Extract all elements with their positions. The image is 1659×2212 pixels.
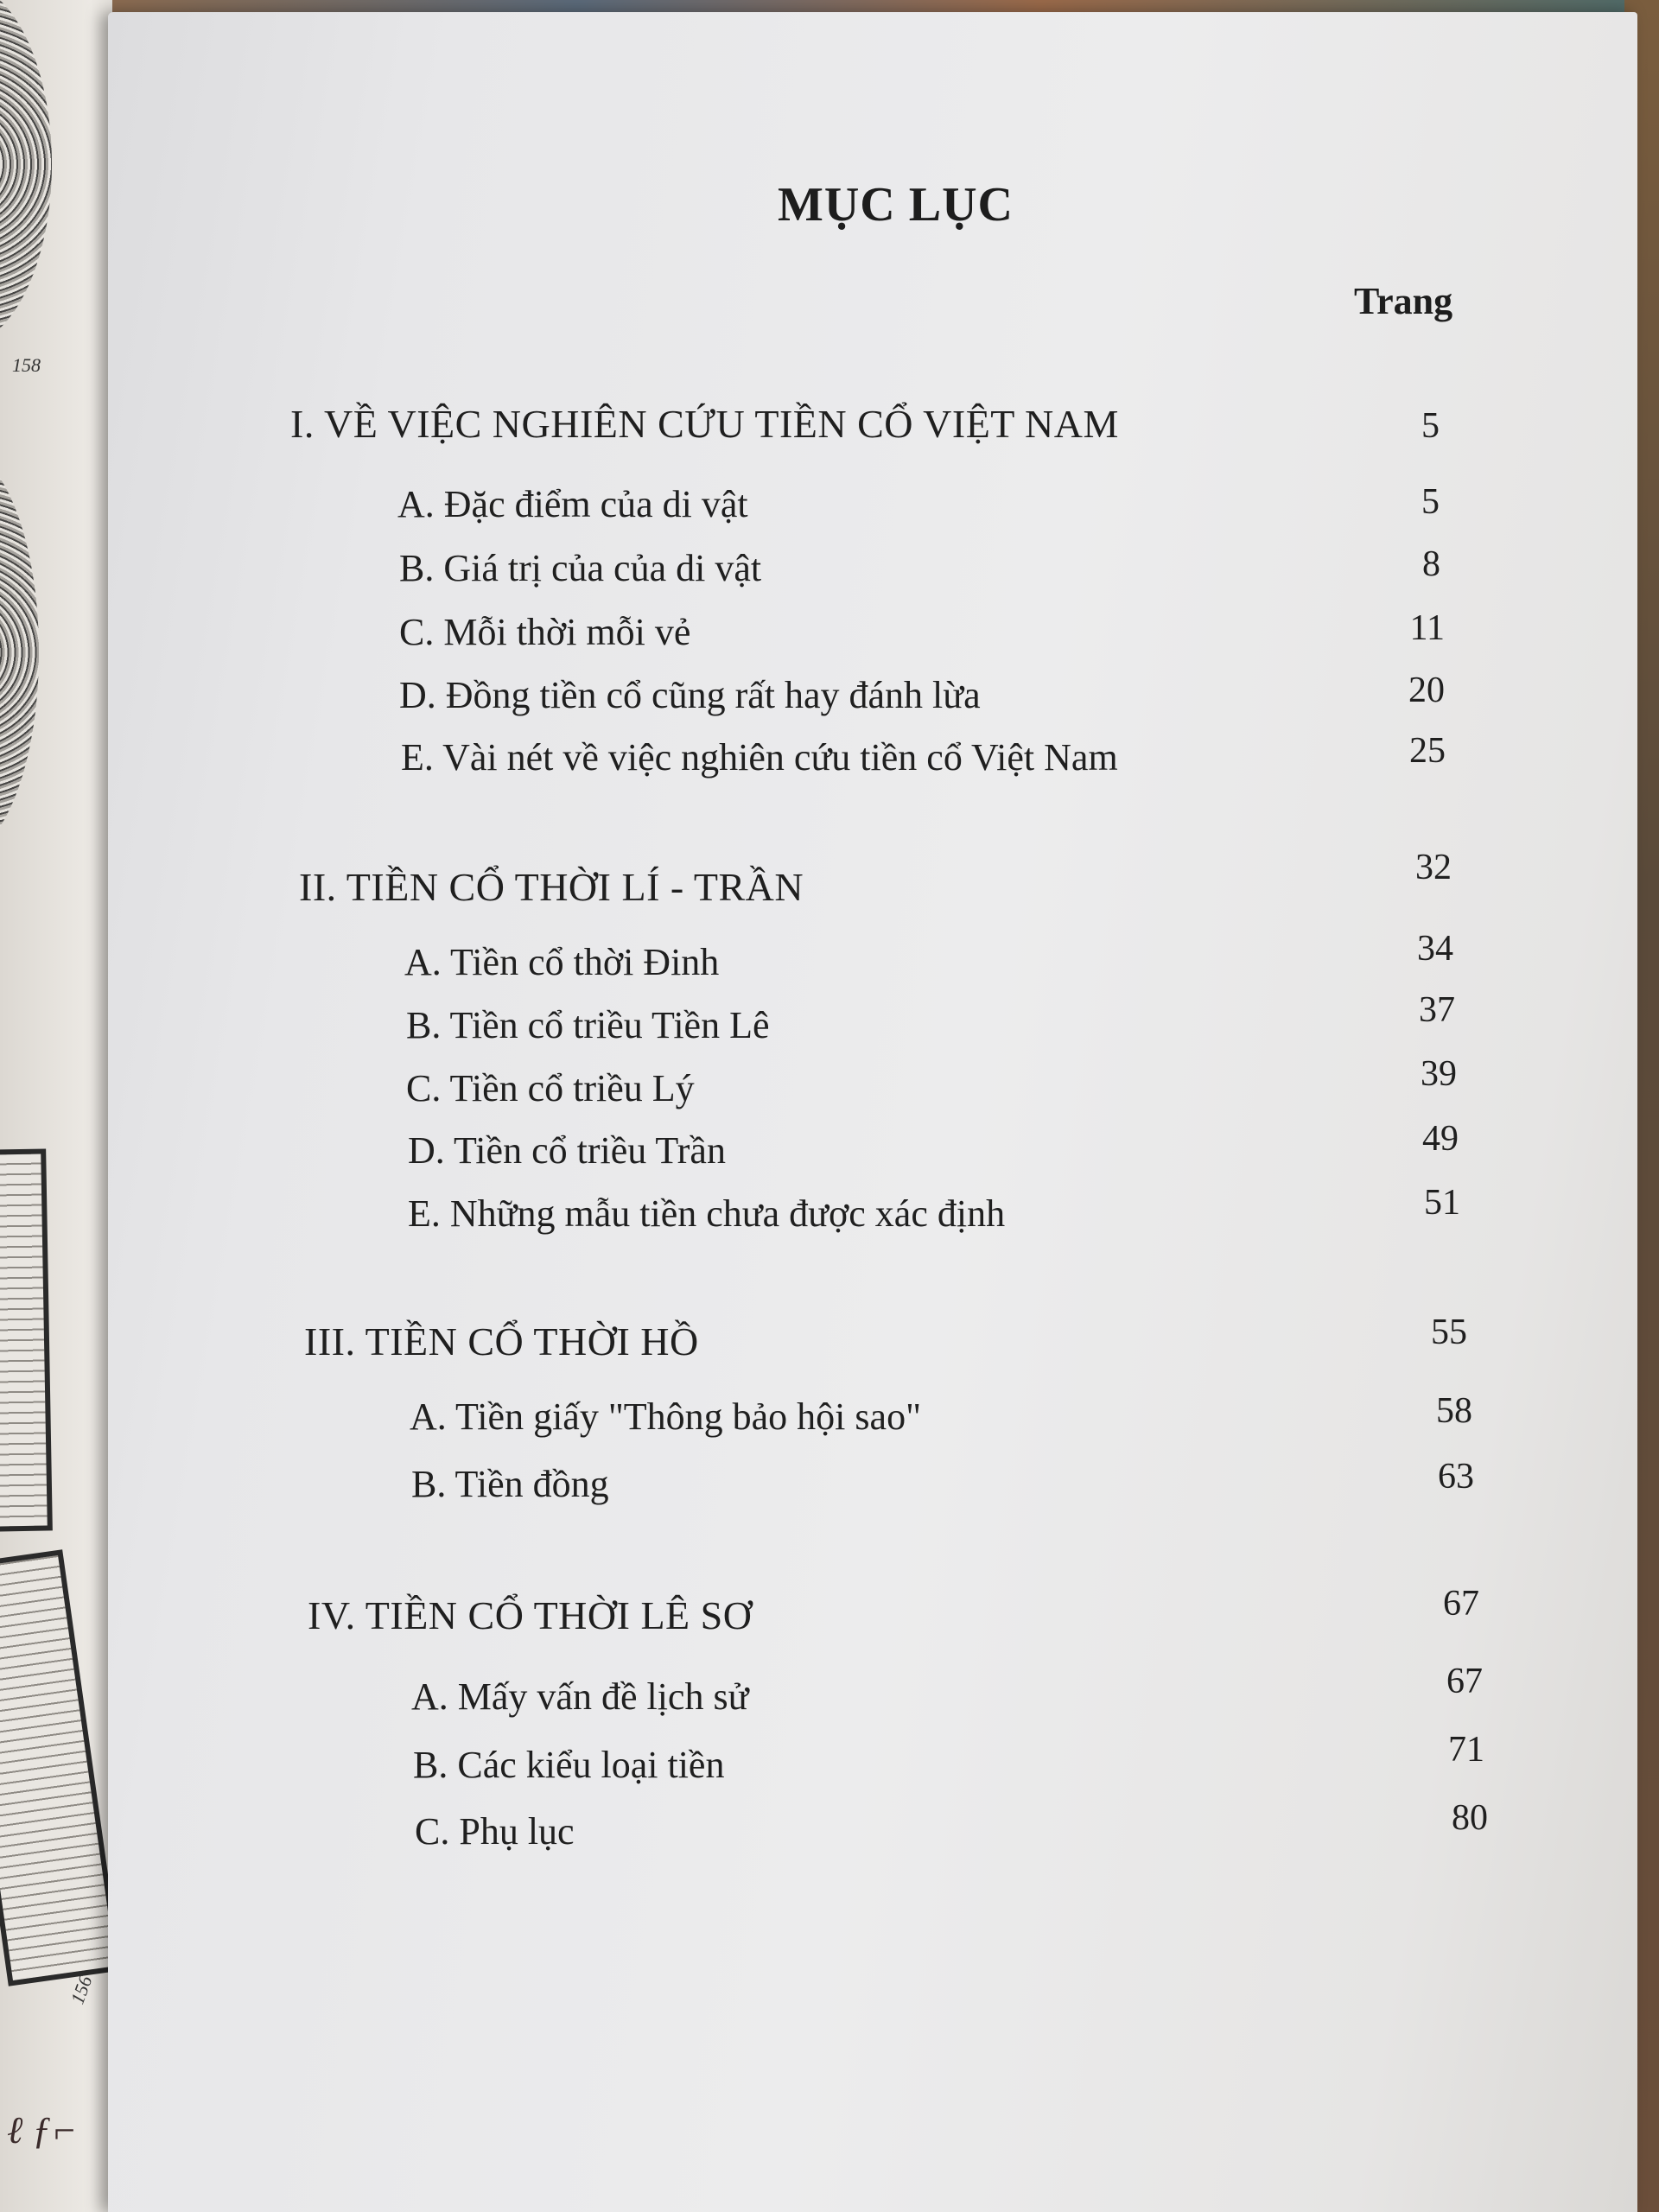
toc-page-number: 58 <box>1436 1391 1472 1431</box>
toc-item: B. Tiền đồng <box>411 1463 609 1505</box>
toc-page-number: 51 <box>1424 1183 1460 1223</box>
page-column-header: Trang <box>1354 280 1453 322</box>
toc-item: A. Tiền giấy "Thông bảo hội sao" <box>410 1395 922 1438</box>
toc-item: B. Giá trị của của di vật <box>399 547 762 589</box>
toc-item: C. Mỗi thời mỗi vẻ <box>399 611 691 653</box>
toc-page-number: 32 <box>1415 848 1452 887</box>
toc-page-number: 8 <box>1422 544 1440 584</box>
toc-page-number: 37 <box>1419 990 1455 1030</box>
left-page-number: 156 <box>66 1973 97 2007</box>
toc-item: C. Phụ lục <box>415 1810 575 1853</box>
toc-page-number: 20 <box>1408 671 1445 710</box>
page-title: MỤC LỤC <box>778 178 1014 232</box>
handwritten-scribble: ℓ ƒ⌐ <box>7 2109 78 2152</box>
toc-item: C. Tiền cổ triều Lý <box>406 1067 695 1109</box>
toc-page-number: 71 <box>1448 1730 1484 1770</box>
toc-page-number: 80 <box>1452 1798 1488 1838</box>
toc-item: D. Tiền cổ triều Trần <box>408 1129 726 1172</box>
toc-page-number: 39 <box>1421 1054 1457 1094</box>
toc-item: A. Đặc điểm của di vật <box>397 483 748 525</box>
toc-item: D. Đồng tiền cổ cũng rất hay đánh lừa <box>399 674 981 716</box>
toc-section-3: III. TIỀN CỔ THỜI HỒ <box>304 1319 699 1363</box>
toc-page-number: 67 <box>1443 1584 1479 1624</box>
toc-page-number: 67 <box>1446 1662 1483 1701</box>
toc-page-number: 25 <box>1409 731 1446 771</box>
toc-page-number: 5 <box>1421 482 1440 522</box>
toc-page-number: 5 <box>1421 406 1440 446</box>
toc-item: A. Tiền cổ thời Đinh <box>404 941 720 983</box>
toc-page-number: 55 <box>1431 1313 1467 1352</box>
toc-item: E. Vài nét về việc nghiên cứu tiền cổ Việt Nam <box>401 736 1118 779</box>
toc-item: B. Các kiểu loại tiền <box>413 1744 725 1786</box>
toc-section-1: I. VỀ VIỆC NGHIÊN CỨU TIỀN CỔ VIỆT NAM <box>290 402 1119 446</box>
toc-page-number: 49 <box>1422 1119 1459 1159</box>
toc-item: E. Những mẫu tiền chưa được xác định <box>408 1192 1006 1235</box>
toc-section-2: II. TIỀN CỔ THỜI LÍ - TRẦN <box>299 865 804 909</box>
toc-page-number: 34 <box>1417 929 1453 969</box>
toc-item: B. Tiền cổ triều Tiền Lê <box>406 1004 770 1046</box>
toc-page-number: 63 <box>1438 1457 1474 1497</box>
toc-item: A. Mấy vấn đề lịch sử <box>411 1675 749 1718</box>
left-page-number: 158 <box>12 354 41 376</box>
toc-section-4: IV. TIỀN CỔ THỜI LÊ SƠ <box>308 1593 753 1637</box>
toc-page-number: 11 <box>1409 608 1445 648</box>
